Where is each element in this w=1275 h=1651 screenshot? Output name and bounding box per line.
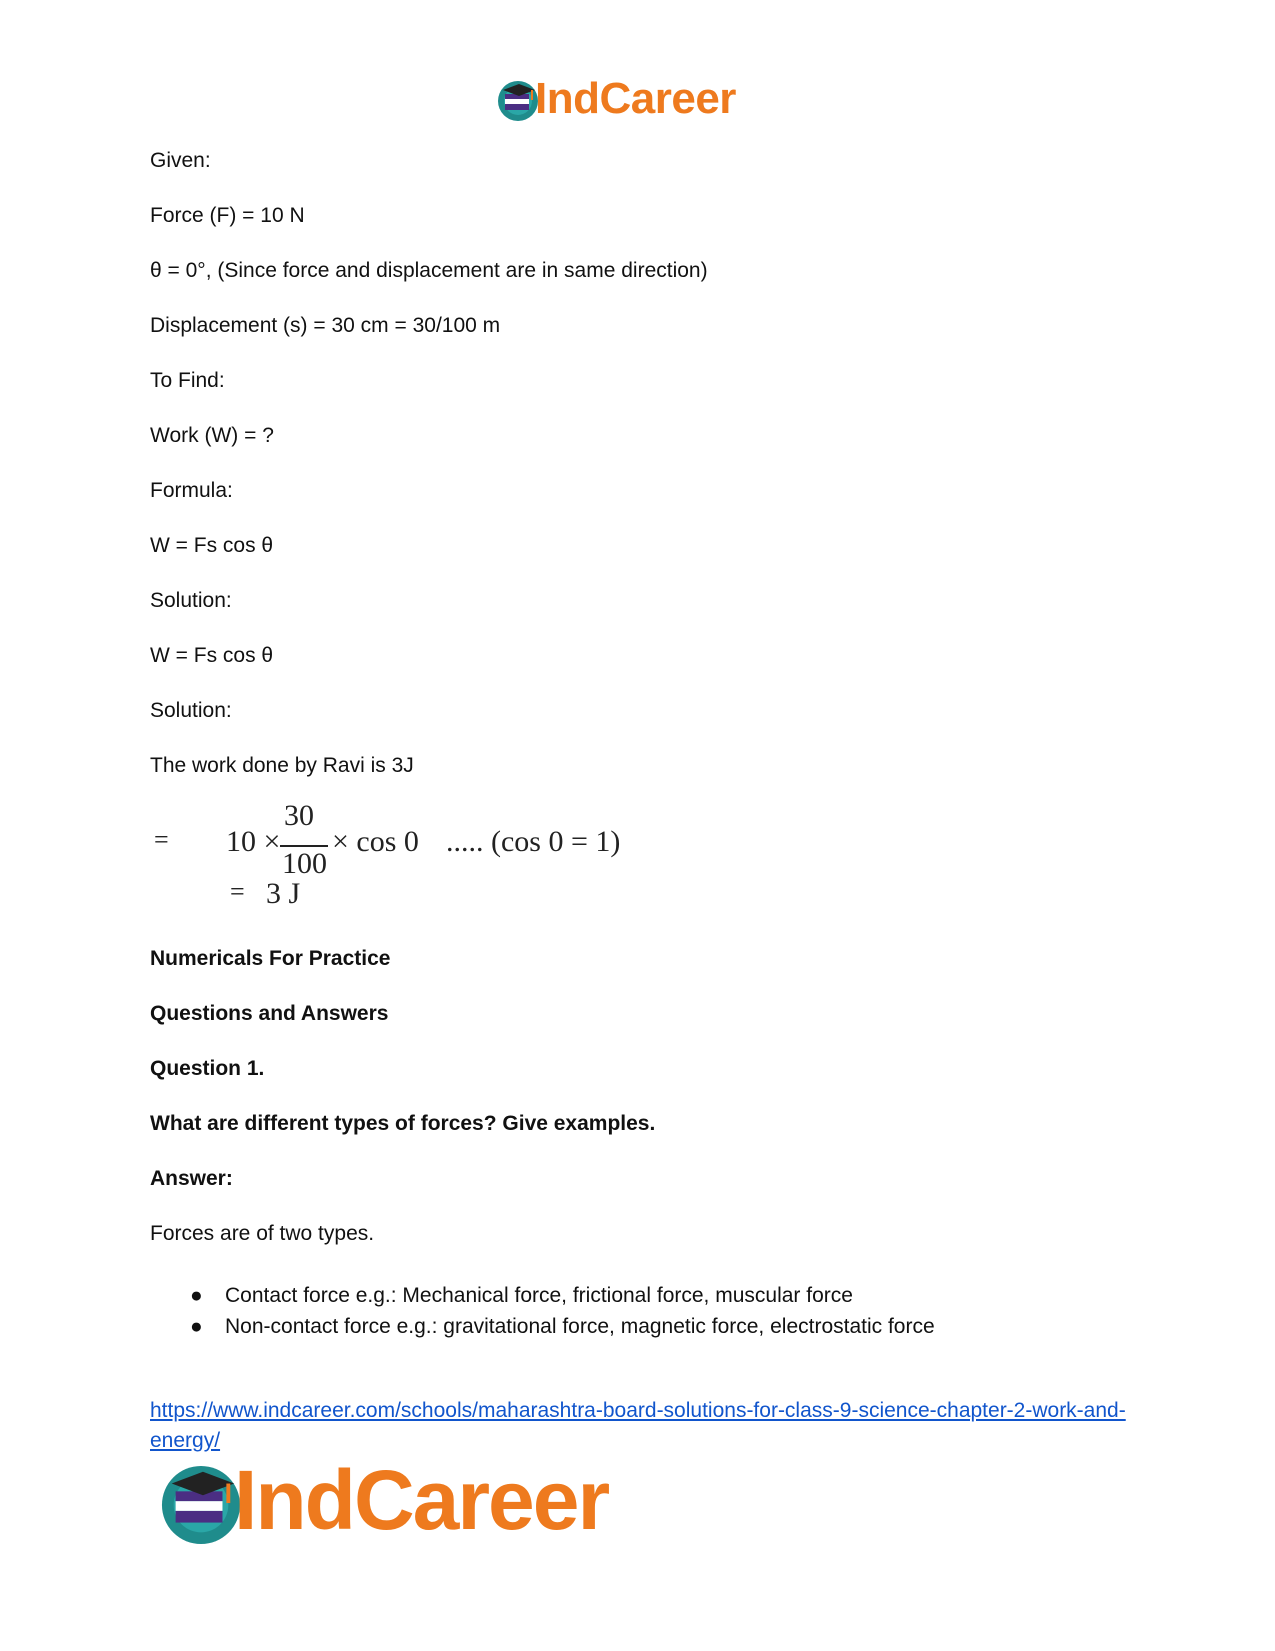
formula-expression: W = Fs cos θ	[150, 534, 274, 557]
list-item-text: Non-contact force e.g.: gravitational force, magnetic force, electrostatic force	[225, 1315, 935, 1338]
work-line: Work (W) = ?	[150, 424, 274, 447]
equals-sign-1: =	[154, 825, 169, 854]
given-label: Given:	[150, 149, 211, 172]
theta-line: θ = 0°, (Since force and displacement are in same direction)	[150, 259, 708, 282]
list-item-text: Contact force e.g.: Mechanical force, frictional force, muscular force	[225, 1284, 853, 1307]
fraction-denominator: 100	[282, 847, 327, 880]
answer-intro: Forces are of two types.	[150, 1222, 375, 1245]
header-logo	[497, 74, 777, 126]
question-number: Question 1.	[150, 1057, 265, 1080]
equals-sign-2: =	[230, 877, 245, 906]
math-equation	[150, 799, 630, 915]
graduation-book-icon	[497, 80, 539, 122]
result-line: The work done by Ravi is 3J	[150, 754, 414, 777]
footer-logo	[160, 1453, 700, 1550]
bullet-icon: ●	[190, 1315, 203, 1338]
cos-note: ..... (cos 0 = 1)	[446, 825, 621, 858]
solution-label: Solution:	[150, 589, 232, 612]
force-line: Force (F) = 10 N	[150, 204, 305, 227]
displacement-line: Displacement (s) = 30 cm = 30/100 m	[150, 314, 501, 337]
numericals-heading: Numericals For Practice	[150, 947, 391, 970]
to-find-label: To Find:	[150, 369, 225, 392]
formula-label: Formula:	[150, 479, 233, 502]
ten-times: 10 ×	[226, 825, 281, 858]
answer-list	[150, 1280, 935, 1342]
solution-label-2: Solution:	[150, 699, 232, 722]
graduation-book-icon	[160, 1464, 242, 1546]
list-item	[150, 1311, 935, 1342]
list-item	[150, 1280, 935, 1311]
question-text: What are different types of forces? Give examples.	[150, 1112, 656, 1135]
answer-value: 3 J	[266, 877, 301, 910]
bullet-icon: ●	[190, 1284, 203, 1307]
times-cos: × cos 0	[332, 825, 419, 858]
fraction-numerator: 30	[284, 799, 314, 832]
header-logo-text: IndCareer	[535, 74, 736, 123]
source-link[interactable]: https://www.indcareer.com/schools/maharashtra-board-solutions-for-class-9-science-chapter-2-work-and-energy/	[150, 1399, 1126, 1452]
qa-heading: Questions and Answers	[150, 1002, 389, 1025]
footer-logo-text: IndCareer	[234, 1453, 609, 1547]
answer-label: Answer:	[150, 1167, 233, 1190]
solution-expression: W = Fs cos θ	[150, 644, 274, 667]
